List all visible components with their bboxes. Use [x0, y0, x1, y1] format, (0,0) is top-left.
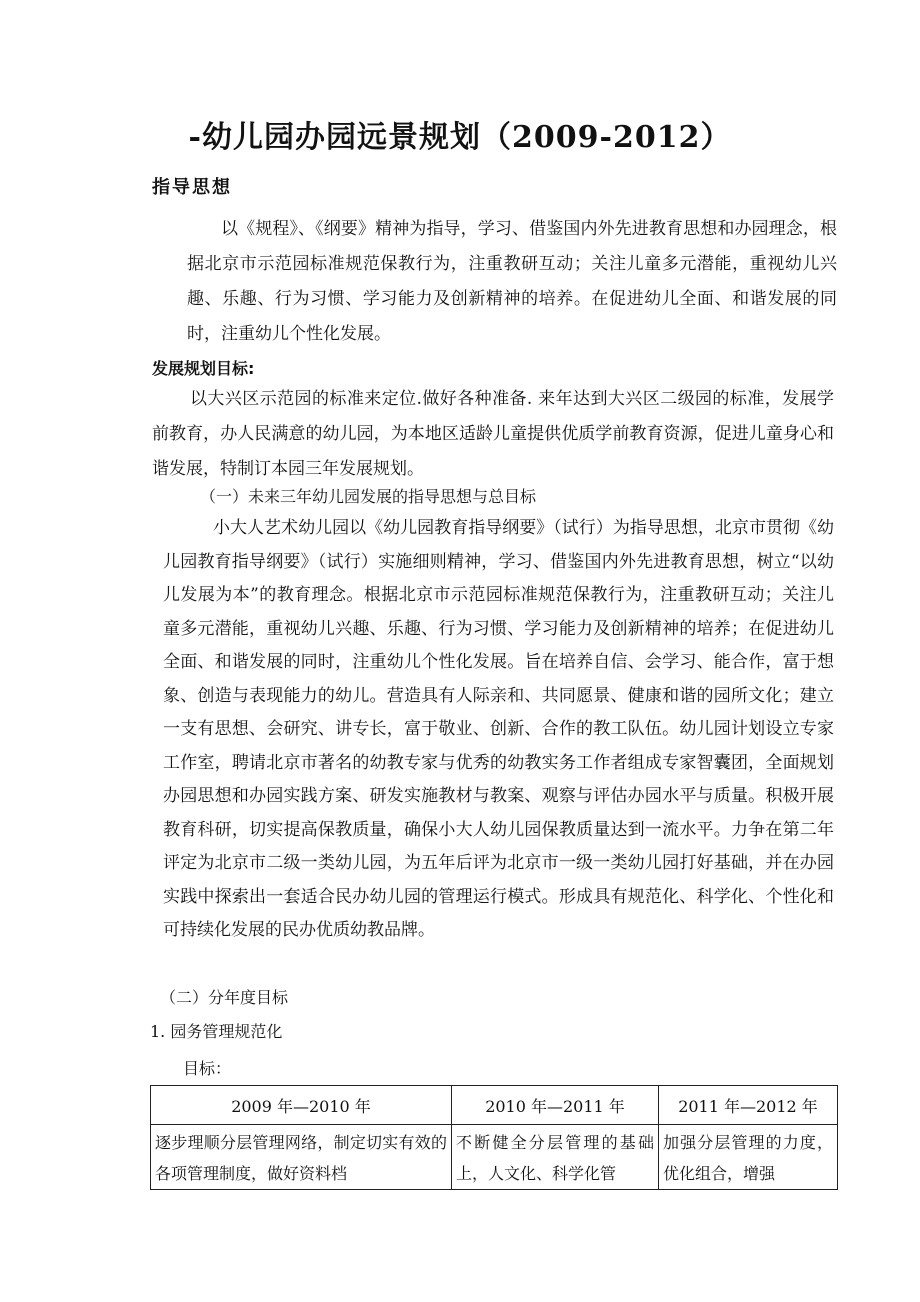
table-header-row	[151, 1086, 838, 1125]
development-goals-heading: 发展规划目标:	[152, 359, 255, 378]
guiding-ideology-paragraph: 以《规程》、《纲要》精神为指导，学习、借鉴国内外先进教育思想和办园理念，根据北京市示范园标准规范保教行为，注重教研互动；关注儿童多元潜能，重视幼儿兴趣、乐趣、行为习惯、学习能力及创新精神的培养。在促进幼儿全面、和谐发展的同时，注重幼儿个性化发展。	[187, 219, 837, 344]
document-title: -幼儿园办园远景规划（2009-2012）	[188, 120, 732, 155]
development-goals-paragraph: 以大兴区示范园的标准来定位.做好各种准备. 来年达到大兴区二级园的标准，发展学前教育，办人民满意的幼儿园，为本地区适龄儿童提供优质学前教育资源，促进儿童身心和谐发展，特制订本园三年发展规划。	[152, 389, 834, 479]
table-cell: 不断健全分层管理的基础上，人文化、科学化管	[452, 1125, 659, 1190]
item-one-heading: 1. 园务管理规范化	[150, 1022, 283, 1041]
goal-label: 目标：	[183, 1059, 232, 1078]
table-header-cell: 2011 年—2012 年	[659, 1086, 838, 1125]
part-two-heading: （二）分年度目标	[160, 988, 289, 1007]
annual-goals-table	[150, 1085, 838, 1190]
table-row	[151, 1125, 838, 1190]
guiding-ideology-heading: 指导思想	[152, 177, 232, 198]
table-cell: 加强分层管理的力度，优化组合，增强	[659, 1125, 838, 1190]
part-one-heading: （一）未来三年幼儿园发展的指导思想与总目标	[200, 487, 537, 506]
table-cell: 逐步理顺分层管理网络，制定切实有效的各项管理制度，做好资料档	[151, 1125, 452, 1190]
table-header-cell: 2010 年—2011 年	[452, 1086, 659, 1125]
table-header-cell: 2009 年—2010 年	[151, 1086, 452, 1125]
part-one-paragraph: 小大人艺术幼儿园以《幼儿园教育指导纲要》（试行）为指导思想，北京市贯彻《幼儿园教育指导纲要》（试行）实施细则精神，学习、借鉴国内外先进教育思想，树立“以幼儿发展为本”的教育理念。根据北京市示范园标准规范保教行为，注重教研互动；关注儿童多元潜能，重视幼儿兴趣、乐趣、行为习惯、学习能力及创新精神的培养；在促进幼儿全面、和谐发展的同时，注重幼儿个性化发展。旨在培养自信、会学习、能合作，富于想象、创造与表现能力的幼儿。营造具有人际亲和、共同愿景、健康和谐的园所文化；建立一支有思想、会研究、讲专长，富于敬业、创新、合作的教工队伍。幼儿园计划设立专家工作室，聘请北京市著名的幼教专家与优秀的幼教实务工作者组成专家智囊团，全面规划办园思想和办园实践方案、研发实施教材与教案、观察与评估办园水平与质量。积极开展教育科研，切实提高保教质量，确保小大人幼儿园保教质量达到一流水平。力争在第二年评定为北京市二级一类幼儿园，为五年后评为北京市一级一类幼儿园打好基础，并在办园实践中探索出一套适合民办幼儿园的管理运行模式。形成具有规范化、科学化、个性化和可持续化发展的民办优质幼教品牌。	[163, 518, 834, 940]
